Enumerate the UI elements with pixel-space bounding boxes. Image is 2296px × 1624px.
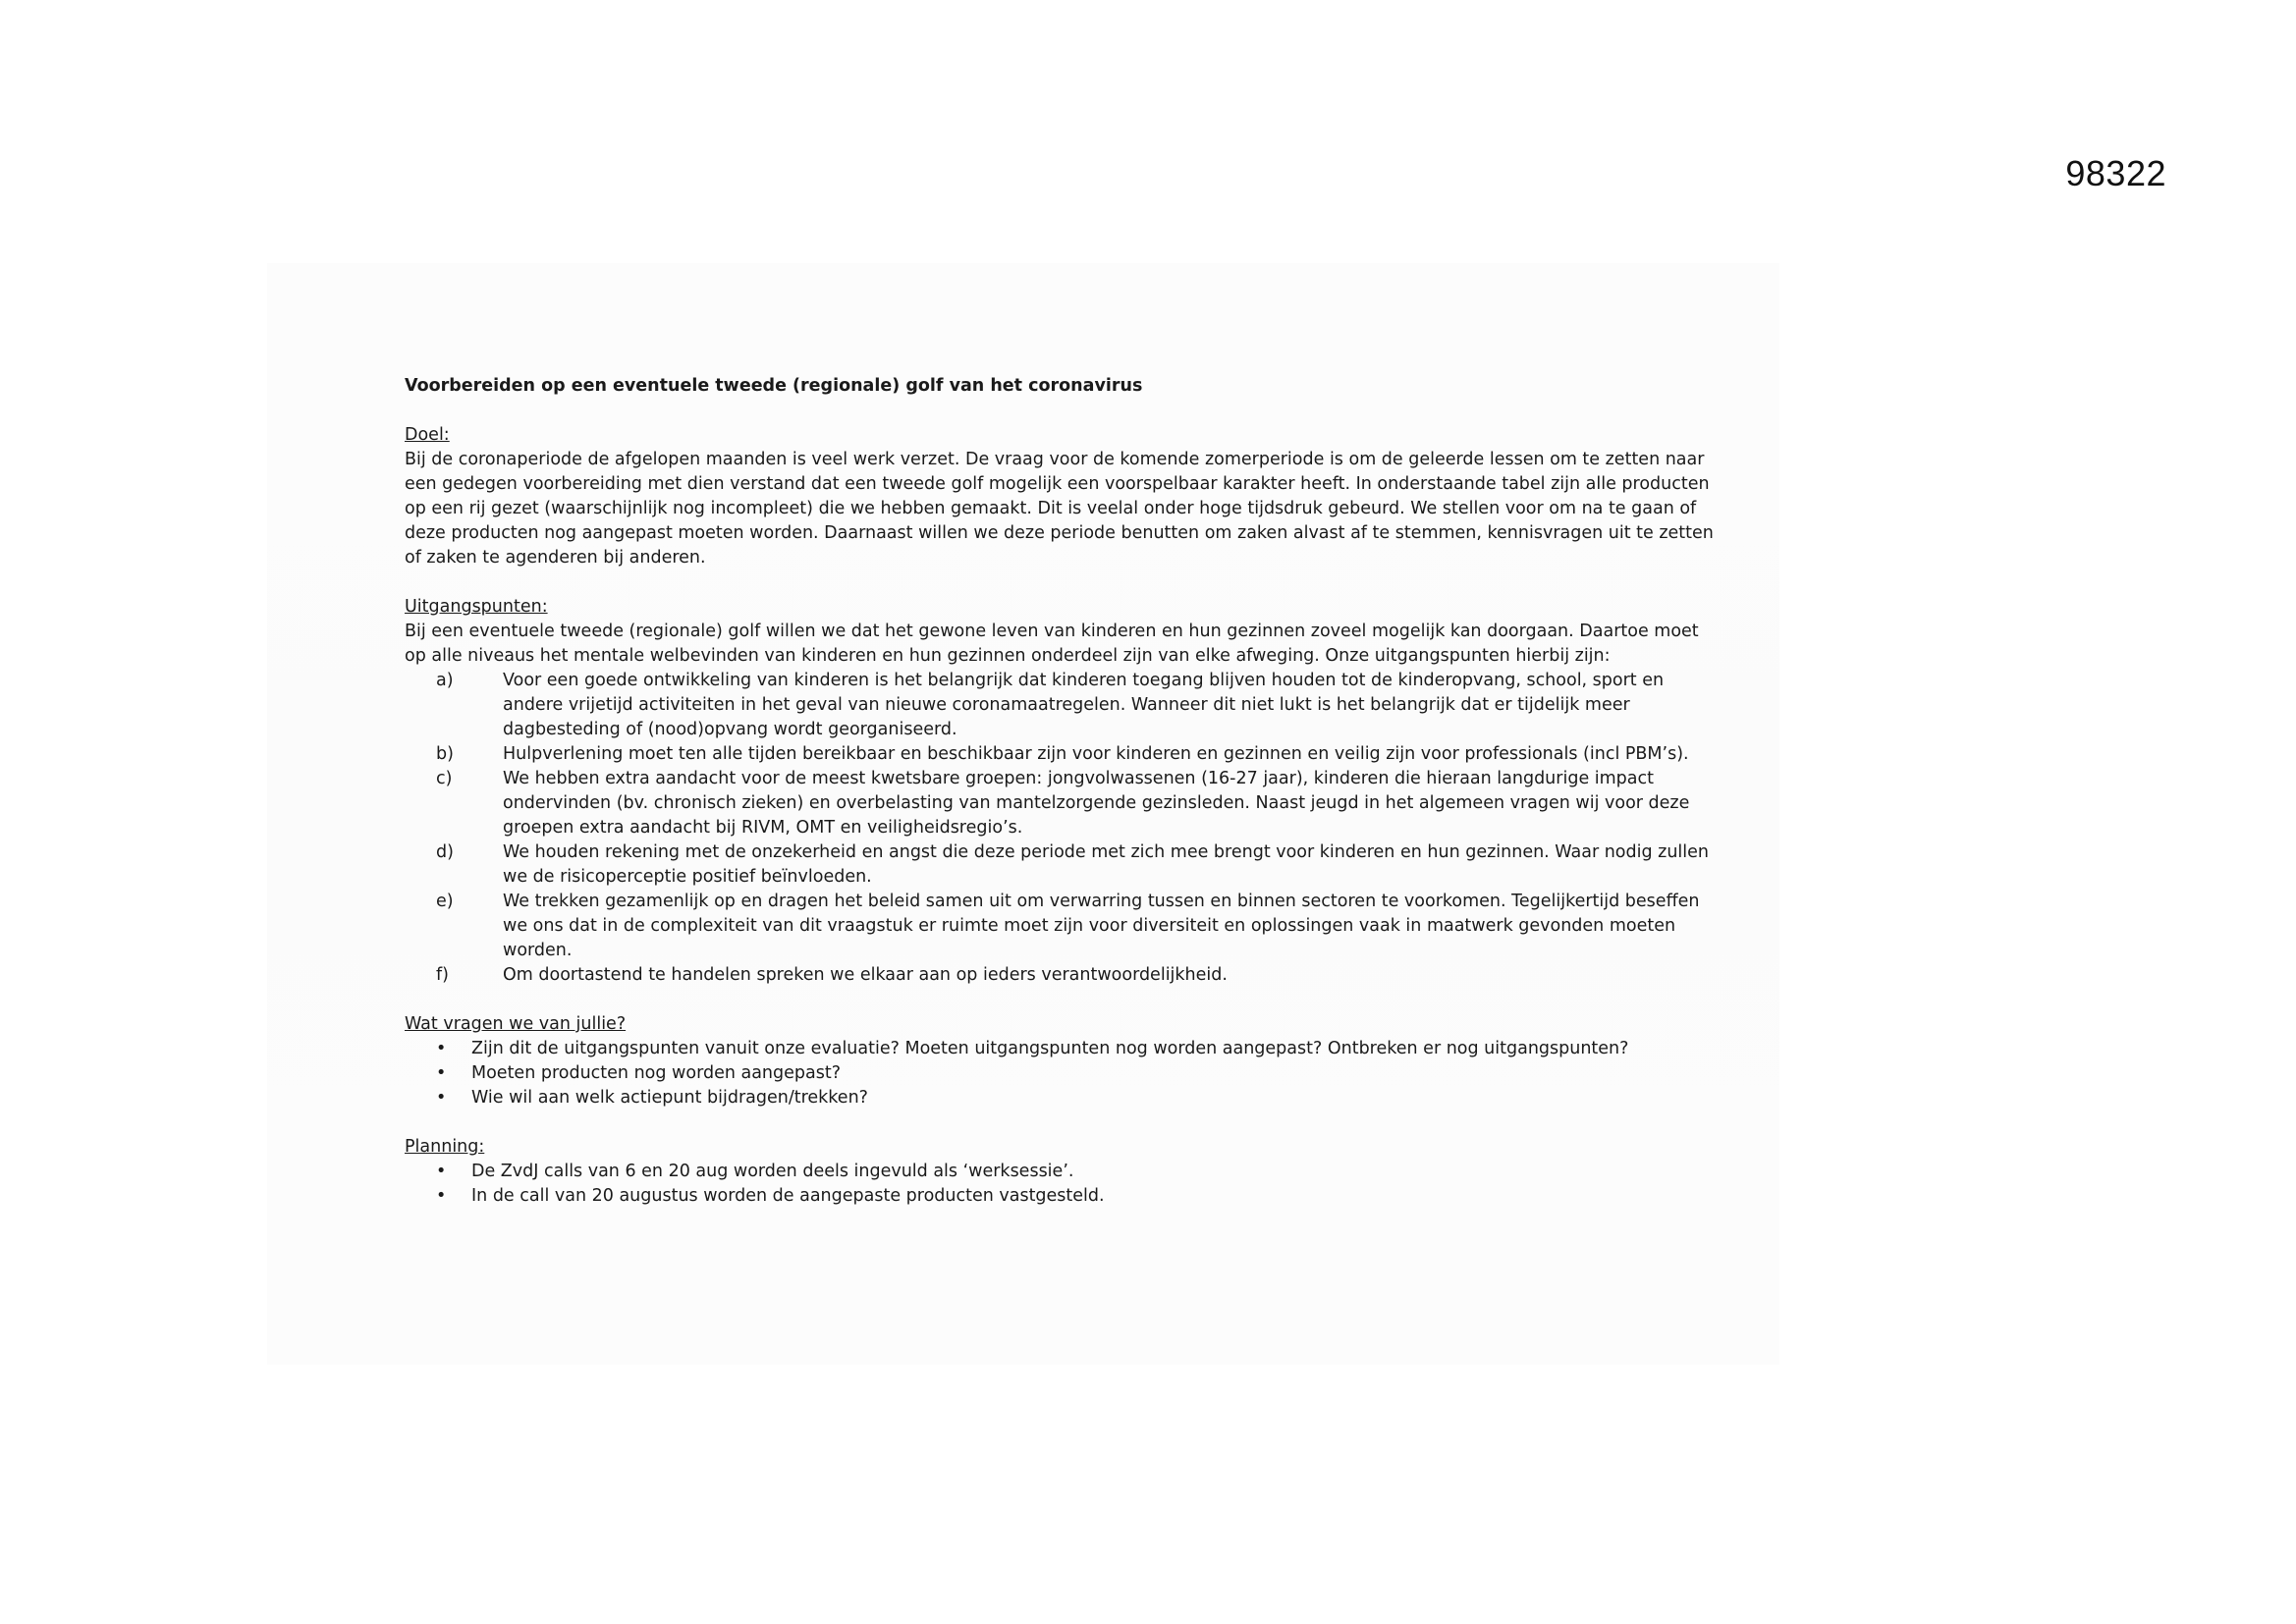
list-item-text: Zijn dit de uitgangspunten vanuit onze evaluatie? Moeten uitgangspunten nog worden aangepast? Ontbreken er nog uitgangspunten?: [471, 1039, 1629, 1058]
list-item: [405, 1184, 1721, 1209]
section-vragen: [405, 1012, 1721, 1110]
list-item-text: We hebben extra aandacht voor de meest kwetsbare groepen: jongvolwassenen (16-27 jaar), kinderen die hieraan langdurige impact ondervinden (bv. chronisch zieken) en overbelasting van mantelzorgende gezinsleden. Naast jeugd in het algemeen vragen wij voor deze groepen extra aandacht bij RIVM, OMT en veiligheidsregio’s.: [503, 769, 1690, 838]
list-item: [405, 1086, 1721, 1110]
list-item-text: Om doortastend te handelen spreken we elkaar aan op ieders verantwoordelijkheid.: [503, 965, 1228, 985]
list-item-text: We houden rekening met de onzekerheid en angst die deze periode met zich mee brengt voor kinderen en hun gezinnen. Waar nodig zullen we de risicoperceptie positief beïnvloeden.: [503, 842, 1709, 887]
list-item-text: Moeten producten nog worden aangepast?: [471, 1063, 842, 1083]
document-body: [405, 374, 1721, 1233]
bullet-icon: •: [436, 1162, 447, 1181]
list-item: [405, 1037, 1721, 1061]
section-planning: [405, 1135, 1721, 1209]
list-item: [405, 963, 1721, 988]
section-heading-vragen: Wat vragen we van jullie?: [405, 1014, 627, 1034]
section-doel: [405, 423, 1721, 570]
list-item-text: We trekken gezamenlijk op en dragen het beleid samen uit om verwarring tussen en binnen sectoren te voorkomen. Tegelijkertijd beseffen we ons dat in de complexiteit van dit vraagstuk er ruimte moet zijn voor diversiteit en oplossingen vaak in maatwerk gevonden moeten worden.: [503, 892, 1700, 960]
section-heading-doel: Doel:: [405, 425, 450, 445]
list-item-text: Wie wil aan welk actiepunt bijdragen/trekken?: [471, 1088, 868, 1108]
page-number: 98322: [2065, 153, 2166, 193]
bullet-icon: •: [436, 1186, 447, 1206]
list-item: [405, 840, 1721, 890]
uitgangspunten-intro: Bij een eventuele tweede (regionale) golf willen we dat het gewone leven van kinderen en hun gezinnen zoveel mogelijk kan doorgaan. Daartoe moet op alle niveaus het mentale welbevinden van kinderen en hun gezinnen onderdeel zijn van elke afweging. Onze uitgangspunten hierbij zijn:: [405, 622, 1699, 666]
list-item: [405, 767, 1721, 840]
list-marker: e): [436, 892, 454, 911]
vragen-list: [405, 1037, 1721, 1110]
section-heading-uitgangspunten: Uitgangspunten:: [405, 597, 548, 617]
list-marker: a): [436, 671, 454, 690]
list-item: [405, 1160, 1721, 1184]
uitgangspunten-list: [405, 669, 1721, 988]
list-item-text: Hulpverlening moet ten alle tijden bereikbaar en beschikbaar zijn voor kinderen en gezinnen en veilig zijn voor professionals (incl PBM’s).: [503, 744, 1689, 764]
bullet-icon: •: [436, 1063, 447, 1083]
section-heading-planning: Planning:: [405, 1137, 485, 1157]
section-uitgangspunten: [405, 595, 1721, 988]
list-item: [405, 742, 1721, 767]
list-item: [405, 890, 1721, 963]
list-marker: c): [436, 769, 453, 788]
document-title: Voorbereiden op een eventuele tweede (regionale) golf van het coronavirus: [405, 376, 1143, 396]
list-item-text: De ZvdJ calls van 6 en 20 aug worden deels ingevuld als ‘werksessie’.: [471, 1162, 1074, 1181]
planning-list: [405, 1160, 1721, 1209]
list-item: [405, 1061, 1721, 1086]
list-marker: b): [436, 744, 454, 764]
list-marker: d): [436, 842, 454, 862]
bullet-icon: •: [436, 1088, 447, 1108]
list-item-text: Voor een goede ontwikkeling van kinderen is het belangrijk dat kinderen toegang blijven houden tot de kinderopvang, school, sport en andere vrijetijd activiteiten in het geval van nieuwe coronamaatregelen. Wanneer dit niet lukt is het belangrijk dat er tijdelijk meer dagbesteding of (nood)opvang wordt georganiseerd.: [503, 671, 1665, 739]
list-item: [405, 669, 1721, 742]
doel-paragraph: Bij de coronaperiode de afgelopen maanden is veel werk verzet. De vraag voor de komende zomerperiode is om de geleerde lessen om te zetten naar een gedegen voorbereiding met dien verstand dat een tweede golf mogelijk een voorspelbaar karakter heeft. In onderstaande tabel zijn alle producten op een rij gezet (waarschijnlijk nog incompleet) die we hebben gemaakt. Dit is veelal onder hoge tijdsdruk gebeurd. We stellen voor om na te gaan of deze producten nog aangepast moeten worden. Daarnaast willen we deze periode benutten om zaken alvast af te stemmen, kennisvragen uit te zetten of zaken te agenderen bij anderen.: [405, 450, 1714, 568]
list-item-text: In de call van 20 augustus worden de aangepaste producten vastgesteld.: [471, 1186, 1105, 1206]
list-marker: f): [436, 965, 449, 985]
bullet-icon: •: [436, 1039, 447, 1058]
